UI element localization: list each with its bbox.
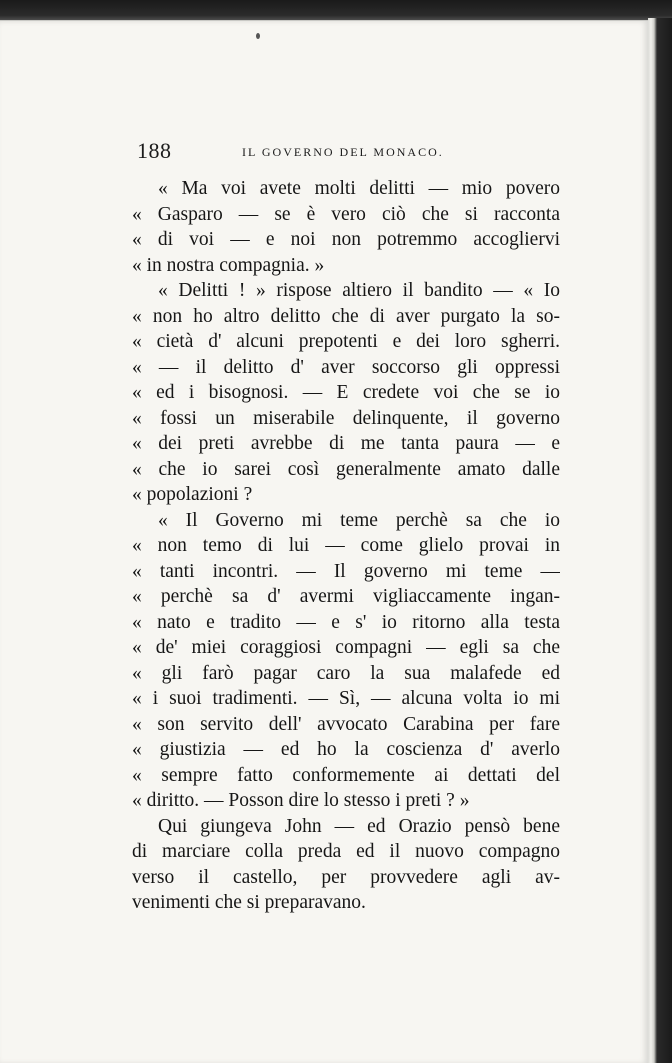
text-line: « tanti incontri. — Il governo mi teme — [132, 560, 560, 582]
text-line: « popolazioni ? [132, 484, 253, 505]
text-line: verso il castello, per provvedere agli av- [132, 866, 560, 888]
page-edge [648, 18, 672, 1063]
text-line: « i suoi tradimenti. — Sì, — alcuna volta io mi [132, 688, 560, 709]
text-line: « cietà d' alcuni prepotenti e dei loro sgherri. [132, 331, 560, 352]
text-line: « de' miei coraggiosi compagni — egli sa che [132, 637, 560, 658]
text-line: « diritto. — Posson dire lo stesso i preti ? » [132, 790, 470, 811]
text-line: « non ho altro delitto che di aver purgato la so- [132, 305, 560, 327]
text-line: « — il delitto d' aver soccorso gli oppressi [132, 356, 560, 378]
scan-top-border [0, 0, 672, 22]
page-header [137, 138, 527, 168]
text-line: « di voi — e noi non potremmo accogliervi [132, 229, 560, 250]
text-line: « sempre fatto conformemente ai dettati del [132, 764, 560, 786]
running-title: IL GOVERNO DEL MONACO. [242, 145, 444, 159]
body-text [132, 176, 560, 916]
text-line: « nato e tradito — e s' io ritorno alla testa [132, 611, 560, 633]
text-line: di marciare colla preda ed il nuovo compagno [132, 841, 560, 862]
text-line: « son servito dell' avvocato Carabina per fare [132, 713, 560, 735]
text-line: « in nostra compagnia. » [132, 254, 325, 276]
text-line: « che io sarei così generalmente amato dalle [132, 458, 560, 480]
text-line: « ed i bisognosi. — E credete voi che se io [132, 382, 560, 403]
text-line: « Delitti ! » rispose altiero il bandito — « Io [158, 280, 560, 301]
text-line: « Ma voi avete molti delitti — mio povero [158, 178, 560, 199]
text-line: « Gasparo — se è vero ciò che si racconta [132, 203, 560, 225]
ink-speck [256, 33, 260, 39]
page-number: 188 [137, 138, 172, 163]
text-line: venimenti che si preparavano. [132, 892, 366, 913]
text-line: « fossi un miserabile delinquente, il governo [132, 407, 560, 429]
text-line: « non temo di lui — come glielo provai in [132, 535, 560, 556]
text-line: « Il Governo mi teme perchè sa che io [158, 509, 560, 531]
text-line: Qui giungeva John — ed Orazio pensò bene [158, 815, 560, 837]
text-line: « dei preti avrebbe di me tanta paura — e [132, 433, 560, 454]
text-line: « giustizia — ed ho la coscienza d' averlo [132, 739, 560, 760]
text-line: « gli farò pagar caro la sua malafede ed [132, 662, 560, 684]
text-line: « perchè sa d' avermi vigliaccamente ingan- [132, 586, 560, 607]
